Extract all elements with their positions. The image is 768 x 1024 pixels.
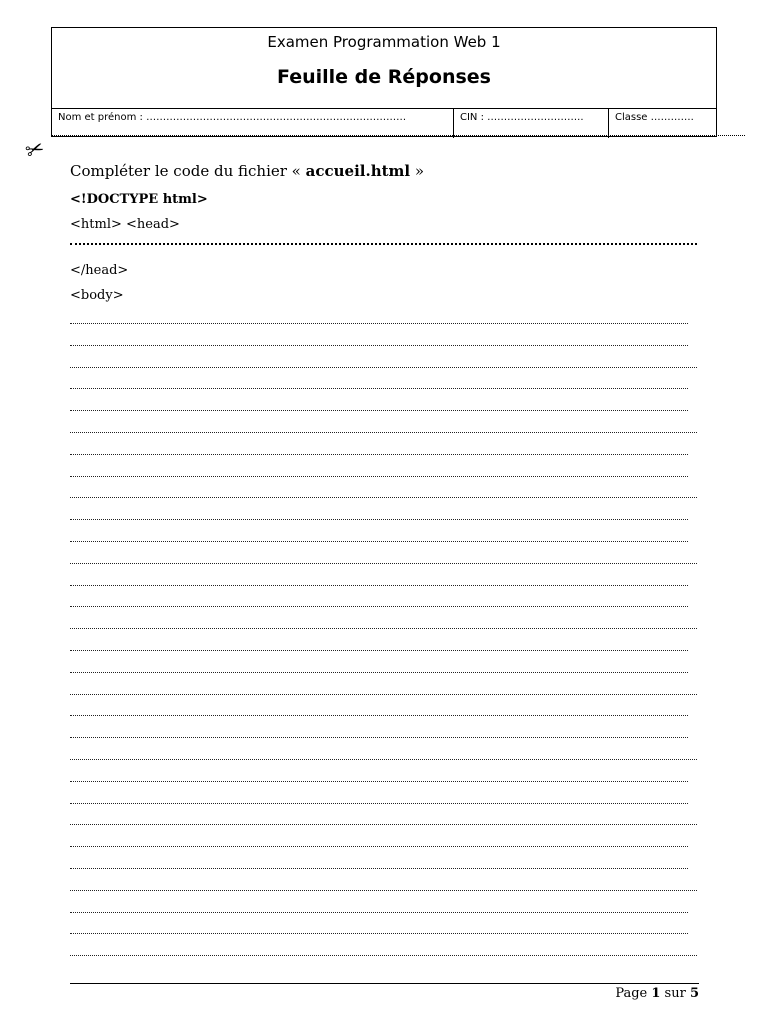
- page-number: 1: [651, 986, 661, 1001]
- exam-header-box: [51, 27, 717, 137]
- answer-line[interactable]: [70, 694, 697, 695]
- answer-line[interactable]: [70, 432, 697, 433]
- class-field[interactable]: Classe ………….: [615, 112, 694, 123]
- sheet-title: Feuille de Réponses: [277, 66, 491, 88]
- cut-line: [51, 135, 745, 136]
- instruction-prefix: Compléter le code du fichier «: [70, 162, 306, 180]
- answer-line[interactable]: [70, 781, 688, 782]
- footer-rule: [70, 983, 699, 984]
- body-open-line: <body>: [70, 288, 124, 303]
- head-answer-line[interactable]: [70, 243, 697, 245]
- answer-line[interactable]: [70, 541, 688, 542]
- answer-line[interactable]: [70, 803, 688, 804]
- exam-title: Examen Programmation Web 1: [267, 33, 501, 51]
- answer-line[interactable]: [70, 454, 688, 455]
- instruction-suffix: »: [410, 162, 425, 180]
- file-name: accueil.html: [305, 162, 411, 180]
- answer-line[interactable]: [70, 846, 688, 847]
- answer-line[interactable]: [70, 672, 688, 673]
- instruction-text: [70, 162, 424, 180]
- total-pages: 5: [689, 986, 699, 1001]
- answer-line[interactable]: [70, 606, 688, 607]
- answer-line[interactable]: [70, 323, 688, 324]
- of-word: sur: [660, 986, 690, 1001]
- answer-line[interactable]: [70, 563, 697, 564]
- answer-line[interactable]: [70, 345, 688, 346]
- answer-line[interactable]: [70, 868, 688, 869]
- student-id-row: [52, 108, 716, 138]
- head-close-line: </head>: [70, 263, 129, 278]
- answer-line[interactable]: [70, 497, 697, 498]
- page-footer: [615, 986, 699, 1001]
- answer-line[interactable]: [70, 955, 697, 956]
- answer-line[interactable]: [70, 890, 697, 891]
- answer-line[interactable]: [70, 519, 688, 520]
- scissors-icon: ✂: [22, 135, 49, 166]
- answer-line[interactable]: [70, 650, 688, 651]
- answer-line[interactable]: [70, 759, 697, 760]
- answer-line[interactable]: [70, 367, 697, 368]
- answer-line[interactable]: [70, 824, 697, 825]
- answer-line[interactable]: [70, 628, 697, 629]
- answer-line[interactable]: [70, 933, 688, 934]
- page-word: Page: [615, 986, 652, 1001]
- answer-line[interactable]: [70, 476, 688, 477]
- answer-line[interactable]: [70, 912, 688, 913]
- doctype-line: <!DOCTYPE html>: [70, 192, 208, 207]
- cin-field[interactable]: CIN : ………………………..: [454, 109, 609, 138]
- html-head-line: <html> <head>: [70, 217, 180, 232]
- answer-line[interactable]: [70, 715, 688, 716]
- answer-line[interactable]: [70, 410, 688, 411]
- name-field[interactable]: Nom et prénom : ……………………………………………………………………: [52, 109, 454, 138]
- answer-line[interactable]: [70, 585, 688, 586]
- answer-line[interactable]: [70, 388, 688, 389]
- answer-line[interactable]: [70, 737, 688, 738]
